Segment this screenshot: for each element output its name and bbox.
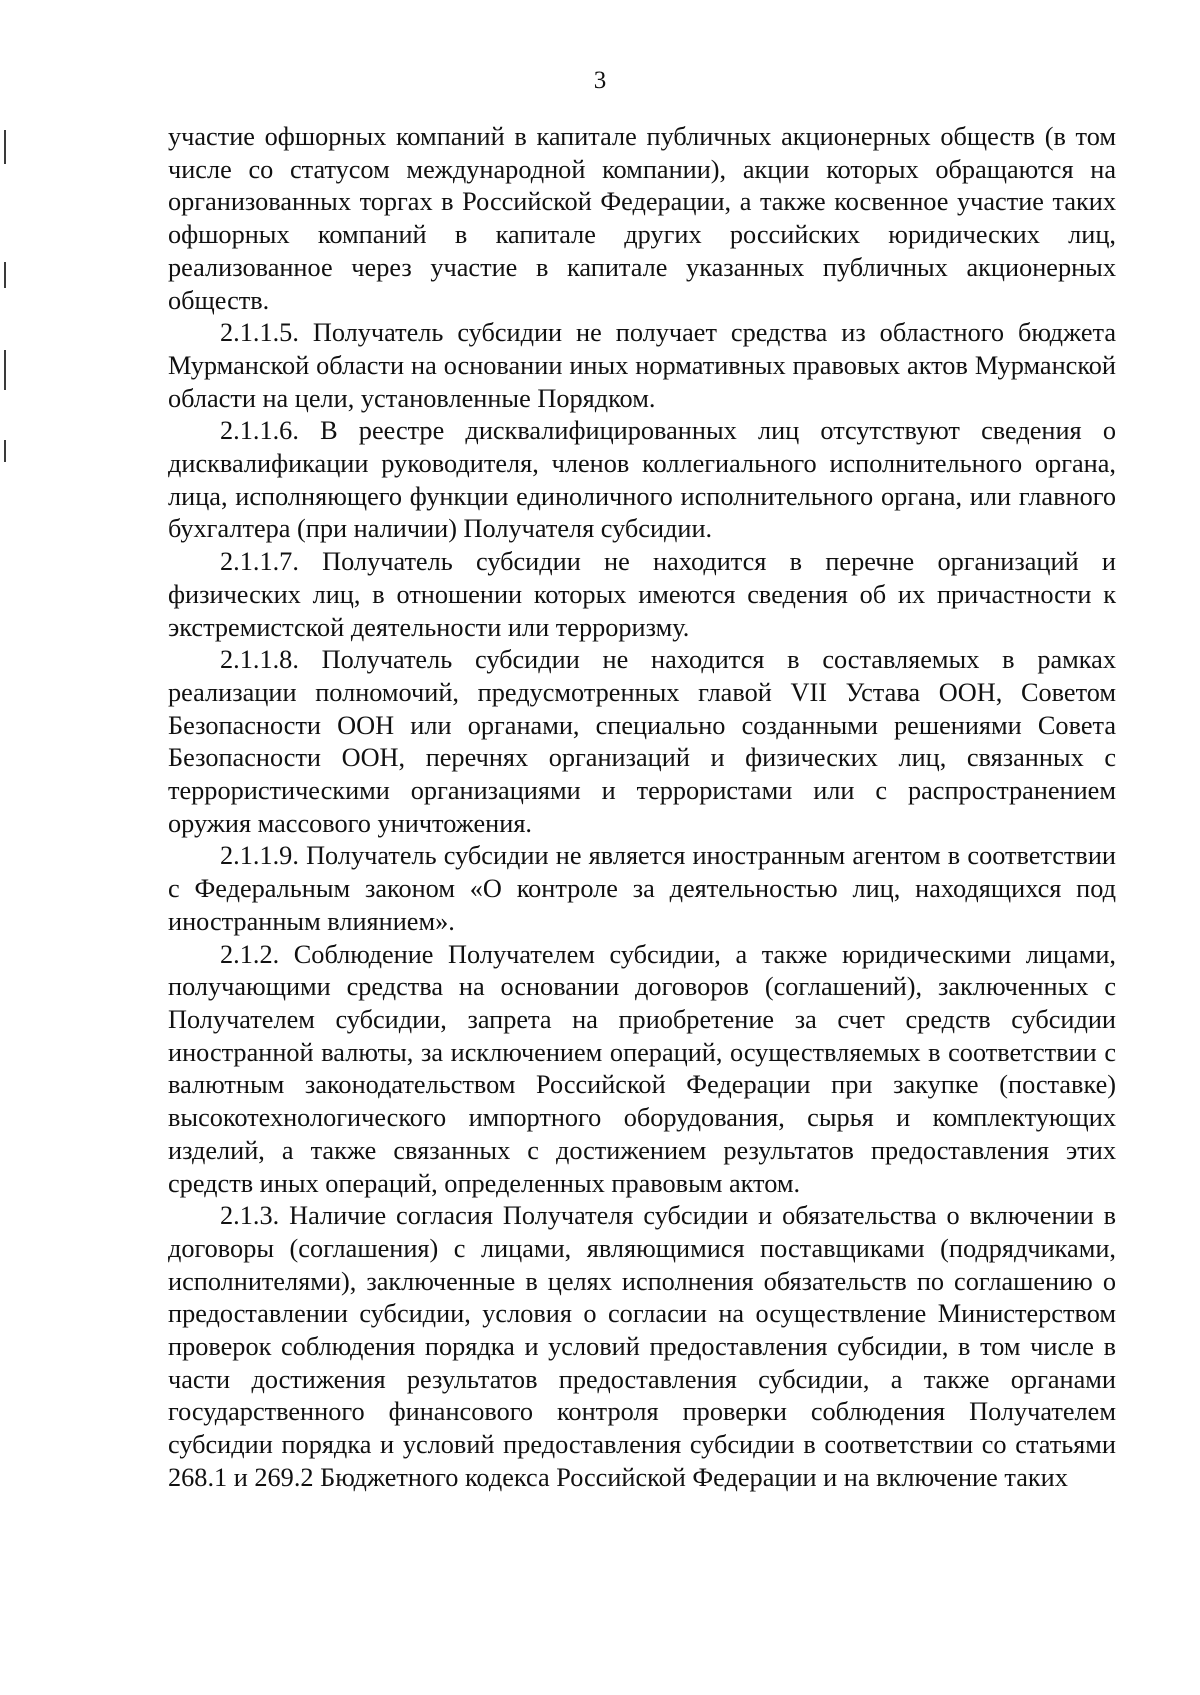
paragraph-2-1-3: 2.1.3. Наличие согласия Получателя субсидии и обязательства о включении в договоры (соглашения) с лицами, являющимися поставщиками (подрядчиками, исполнителями), заключенные в целях исполнения обязательств по соглашению о предоставлении субсидии, условия о согласии на осуществление Министерством проверок соблюдения порядка и условий предоставления субсидии, в том числе в части достижения результатов предоставления субсидии, а также органами государственного финансового контроля проверки соблюдения Получателем субсидии порядка и условий предоставления субсидии в соответствии со статьями 268.1 и 269.2 Бюджетного кодекса Российской Федерации и на включение таких xyxy=(168,1201,1116,1492)
paragraph-2-1-1-7: 2.1.1.7. Получатель субсидии не находится в перечне организаций и физических лиц, в отношении которых имеются сведения об их причастности к экстремистской деятельности или терроризму. xyxy=(168,547,1116,642)
paragraph-2-1-1-6: 2.1.1.6. В реестре дисквалифицированных лиц отсутствуют сведения о дисквалификации руководителя, членов коллегиального исполнительного органа, лица, исполняющего функции единоличного исполнительного органа, или главного бухгалтера (при наличии) Получателя субсидии. xyxy=(168,416,1116,544)
paragraph-continuation: участие офшорных компаний в капитале публичных акционерных обществ (в том числе со статусом международной компании), акции которых обращаются на организованных торгах в Российской Федерации, а также косвенное участие таких офшорных компаний в капитале других российских юридических лиц, реализованное через участие в капитале указанных публичных акционерных обществ. xyxy=(168,122,1116,315)
scan-edge-mark xyxy=(4,440,6,462)
scan-edge-mark xyxy=(4,130,6,164)
paragraph-2-1-1-9: 2.1.1.9. Получатель субсидии не является иностранным агентом в соответствии с Федеральным законом «О контроле за деятельностью лиц, находящихся под иностранным влиянием». xyxy=(168,841,1116,936)
scan-edge-mark xyxy=(4,262,6,288)
document-body xyxy=(168,121,1116,1495)
paragraph-2-1-1-8: 2.1.1.8. Получатель субсидии не находится в составляемых в рамках реализации полномочий, предусмотренных главой VII Устава ООН, Советом Безопасности ООН или органами, специально созданными решениями Совета Безопасности ООН, перечнях организаций и физических лиц, связанных с террористическими организациями и террористами или с распространением оружия массового уничтожения. xyxy=(168,645,1116,838)
paragraph-2-1-2: 2.1.2. Соблюдение Получателем субсидии, а также юридическими лицами, получающими средства на основании договоров (соглашений), заключенных с Получателем субсидии, запрета на приобретение за счет средств субсидии иностранной валюты, за исключением операций, осуществляемых в соответствии с валютным законодательством Российской Федерации при закупке (поставке) высокотехнологического импортного оборудования, сырья и комплектующих изделий, а также связанных с достижением результатов предоставления этих средств иных операций, определенных правовым актом. xyxy=(168,939,1116,1198)
paragraph-2-1-1-5: 2.1.1.5. Получатель субсидии не получает средства из областного бюджета Мурманской области на основании иных нормативных правовых актов Мурманской области на цели, установленные Порядком. xyxy=(168,318,1116,413)
scan-edge-mark xyxy=(4,350,6,390)
page-number: 3 xyxy=(593,67,607,94)
